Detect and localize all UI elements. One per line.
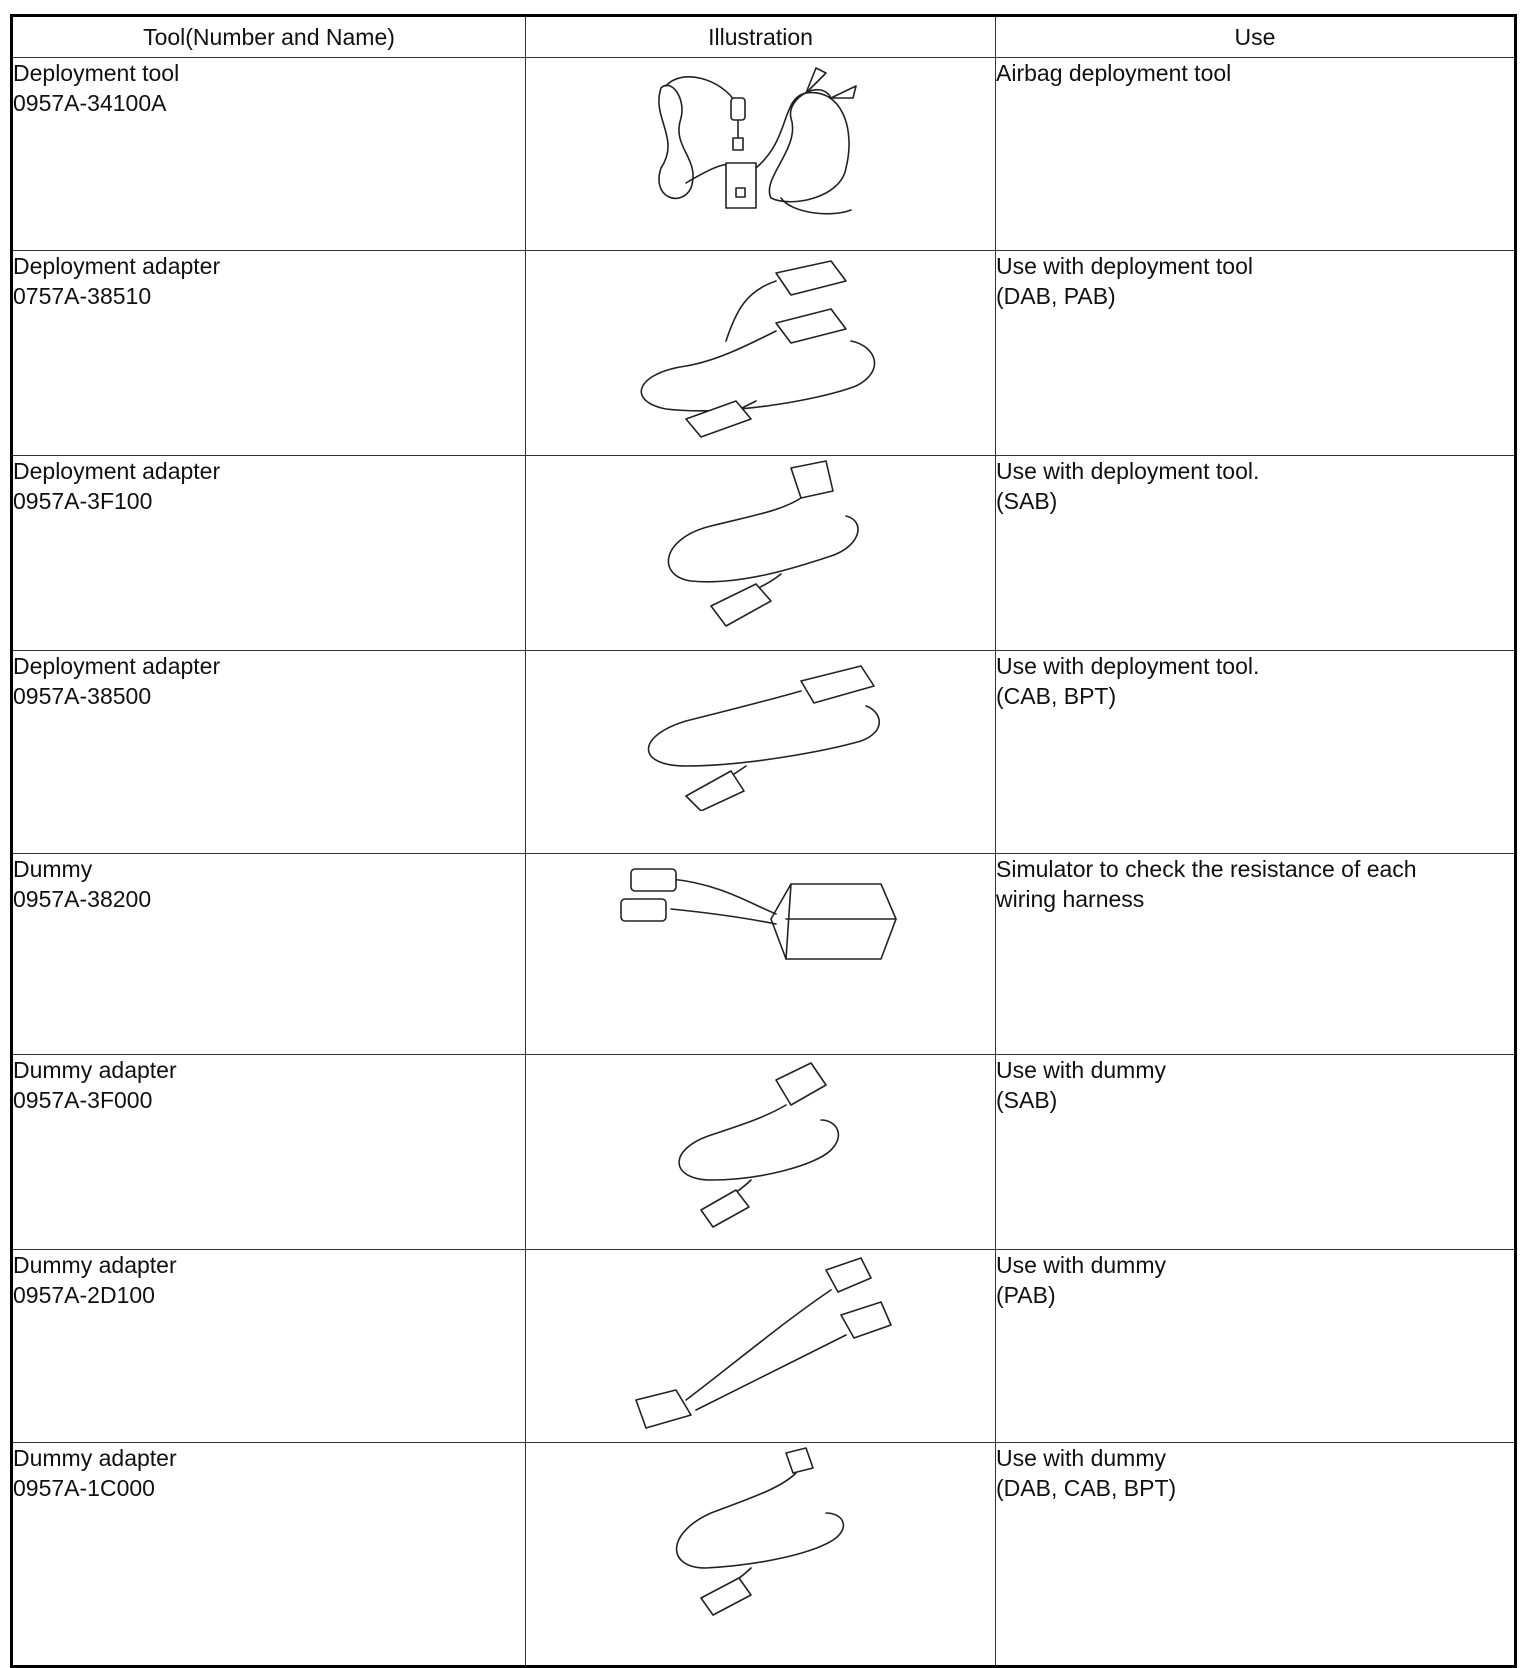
illustration-cell bbox=[526, 251, 996, 456]
use-line: Simulator to check the resistance of each bbox=[996, 856, 1417, 882]
header-use: Use bbox=[996, 16, 1516, 58]
use-line: Use with dummy bbox=[996, 1252, 1166, 1278]
deployment-adapter-cab-bpt-icon bbox=[626, 651, 896, 811]
tool-cell bbox=[12, 251, 526, 456]
use-line: (SAB) bbox=[996, 488, 1058, 514]
use-line: Use with dummy bbox=[996, 1445, 1166, 1471]
illustration-cell bbox=[526, 58, 996, 251]
use-line: Use with dummy bbox=[996, 1057, 1166, 1083]
tool-number: 0957A-34100A bbox=[13, 90, 167, 116]
tool-cell bbox=[12, 58, 526, 251]
use-cell bbox=[996, 456, 1516, 651]
tool-number: 0757A-38510 bbox=[13, 283, 152, 309]
deployment-adapter-dab-pab-icon bbox=[626, 251, 896, 441]
use-line: Use with deployment tool. bbox=[996, 458, 1260, 484]
tool-name: Deployment adapter bbox=[13, 253, 221, 279]
header-illustration: Illustration bbox=[526, 16, 996, 58]
illustration-cell bbox=[526, 1250, 996, 1443]
tool-name: Deployment tool bbox=[13, 60, 180, 86]
deployment-tool-icon bbox=[641, 58, 881, 228]
illustration-cell bbox=[526, 1443, 996, 1667]
tool-cell bbox=[12, 1055, 526, 1250]
tool-number: 0957A-2D100 bbox=[13, 1282, 155, 1308]
tool-cell bbox=[12, 651, 526, 854]
dummy-adapter-dab-cab-bpt-icon bbox=[661, 1443, 861, 1623]
table-header-row bbox=[12, 16, 1516, 58]
tool-cell bbox=[12, 1443, 526, 1667]
table-row bbox=[12, 1250, 1516, 1443]
use-cell bbox=[996, 1443, 1516, 1667]
use-line: Use with deployment tool bbox=[996, 253, 1253, 279]
illustration-cell bbox=[526, 854, 996, 1055]
tool-name: Dummy adapter bbox=[13, 1057, 177, 1083]
tool-number: 0957A-1C000 bbox=[13, 1475, 155, 1501]
tool-number: 0957A-3F100 bbox=[13, 488, 153, 514]
tool-name: Dummy adapter bbox=[13, 1252, 177, 1278]
illustration-cell bbox=[526, 456, 996, 651]
table-row bbox=[12, 1055, 1516, 1250]
table-row bbox=[12, 1443, 1516, 1667]
dummy-simulator-icon bbox=[611, 854, 911, 984]
use-line: (SAB) bbox=[996, 1087, 1058, 1113]
use-cell bbox=[996, 854, 1516, 1055]
tool-number: 0957A-38200 bbox=[13, 886, 152, 912]
special-tools-table bbox=[10, 14, 1517, 1668]
tool-name: Deployment adapter bbox=[13, 458, 221, 484]
table-row bbox=[12, 58, 1516, 251]
use-cell bbox=[996, 1250, 1516, 1443]
use-line: (CAB, BPT) bbox=[996, 683, 1117, 709]
tool-cell bbox=[12, 456, 526, 651]
dummy-adapter-pab-icon bbox=[616, 1250, 906, 1435]
tool-cell bbox=[12, 1250, 526, 1443]
use-line: (DAB, CAB, BPT) bbox=[996, 1475, 1177, 1501]
deployment-adapter-sab-icon bbox=[651, 456, 871, 636]
use-cell bbox=[996, 1055, 1516, 1250]
table-row bbox=[12, 854, 1516, 1055]
table-row bbox=[12, 456, 1516, 651]
use-line: (DAB, PAB) bbox=[996, 283, 1116, 309]
use-line: (PAB) bbox=[996, 1282, 1056, 1308]
illustration-cell bbox=[526, 1055, 996, 1250]
use-line: Use with deployment tool. bbox=[996, 653, 1260, 679]
use-cell bbox=[996, 251, 1516, 456]
dummy-adapter-sab-icon bbox=[661, 1055, 861, 1230]
tool-name: Dummy bbox=[13, 856, 93, 882]
tool-cell bbox=[12, 854, 526, 1055]
use-cell bbox=[996, 651, 1516, 854]
use-cell bbox=[996, 58, 1516, 251]
tool-number: 0957A-38500 bbox=[13, 683, 152, 709]
header-tool: Tool(Number and Name) bbox=[12, 16, 526, 58]
table-row bbox=[12, 651, 1516, 854]
use-line: Airbag deployment tool bbox=[996, 60, 1232, 86]
use-line: wiring harness bbox=[996, 886, 1145, 912]
table-row bbox=[12, 251, 1516, 456]
tool-name: Deployment adapter bbox=[13, 653, 221, 679]
tool-name: Dummy adapter bbox=[13, 1445, 177, 1471]
tool-number: 0957A-3F000 bbox=[13, 1087, 153, 1113]
illustration-cell bbox=[526, 651, 996, 854]
